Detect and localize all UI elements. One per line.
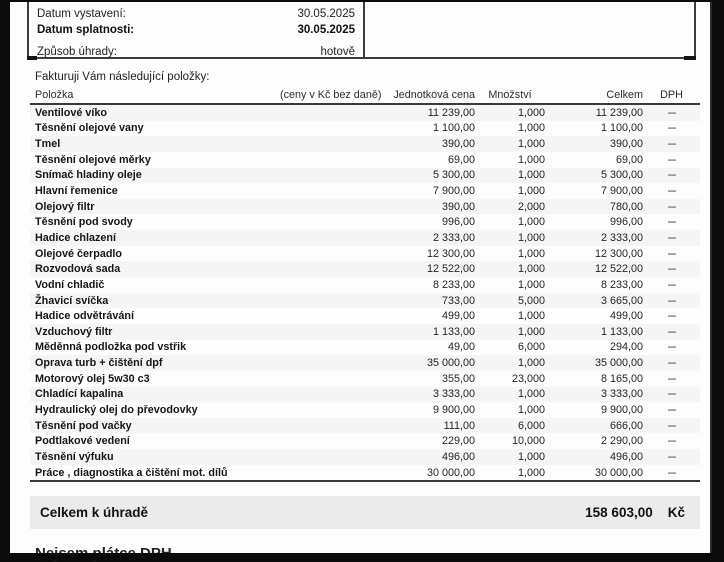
item-unit-price: 499,00 [441,310,475,323]
table-row [30,449,700,465]
item-unit-price: 35 000,00 [426,357,475,370]
item-unit-price: 229,00 [441,435,475,448]
header-vat: DPH [660,88,683,101]
item-total: 69,00 [615,153,643,166]
item-quantity: 1,000 [517,263,545,276]
item-name: Těsnění pod svody [35,216,133,229]
item-vat: --- [667,450,676,463]
item-vat: --- [667,200,676,213]
item-vat: --- [667,403,676,416]
table-row [30,387,700,403]
item-total: 12 300,00 [594,247,643,260]
table-row [30,121,700,137]
item-total: 12 522,00 [594,263,643,276]
meta-box-corner-tick-right [684,56,696,60]
item-unit-price: 496,00 [441,450,475,463]
item-vat: --- [667,216,676,229]
table-row [30,308,700,324]
item-quantity: 23,000 [511,372,545,385]
payment-method-value: hotově [320,46,355,58]
table-row [30,183,700,199]
item-unit-price: 390,00 [441,138,475,151]
item-vat: --- [667,372,676,385]
table-row [30,199,700,215]
item-quantity: 6,000 [517,419,545,432]
item-unit-price: 3 333,00 [432,388,475,401]
frame-left-bar [0,0,10,560]
item-unit-price: 7 900,00 [432,185,475,198]
item-unit-price: 30 000,00 [426,466,475,479]
item-total: 666,00 [609,419,643,432]
item-total: 30 000,00 [594,466,643,479]
item-unit-price: 11 239,00 [427,106,475,119]
header-price-note: (ceny v Kč bez daně) [280,88,382,101]
item-total: 294,00 [609,341,643,354]
item-total: 496,00 [609,450,643,463]
table-row [30,136,700,152]
table-row [30,168,700,184]
table-row [30,465,700,481]
frame-right-bar [710,0,724,560]
item-total: 2 333,00 [600,231,643,244]
item-name: Vzduchový filtr [35,325,113,338]
item-name: Žhavicí svíčka [35,294,109,307]
table-row [30,105,700,121]
item-total: 996,00 [609,216,643,229]
item-quantity: 1,000 [517,106,545,119]
item-quantity: 2,000 [517,200,545,213]
table-row [30,230,700,246]
due-date-value: 30.05.2025 [297,24,355,36]
table-row [30,152,700,168]
header-quantity: Množství [488,88,532,101]
frame-bottom-bar [0,553,724,560]
item-vat: --- [667,466,676,479]
item-unit-price: 1 133,00 [432,325,475,338]
item-name: Chladící kapalina [35,388,124,401]
item-vat: --- [667,357,676,370]
item-total: 11 239,00 [595,106,643,119]
item-unit-price: 49,00 [447,341,475,354]
header-unit-price: Jednotková cena [393,88,475,101]
item-vat: --- [667,153,676,166]
item-name: Olejové čerpadlo [35,247,123,260]
meta-box-divider [363,0,365,57]
item-quantity: 1,000 [517,247,545,260]
item-vat: --- [667,231,676,244]
payment-method-row [37,45,355,59]
item-vat: --- [667,310,676,323]
item-quantity: 1,000 [517,357,545,370]
item-vat: --- [667,169,676,182]
item-vat: --- [667,247,676,260]
item-quantity: 1,000 [517,169,545,182]
item-total: 1 100,00 [600,122,643,135]
items-table-header [30,86,700,105]
item-quantity: 1,000 [517,153,545,166]
item-total: 5 300,00 [600,169,643,182]
item-name: Hlavní řemenice [35,185,118,198]
item-name: Těsnění pod vačky [35,419,132,432]
item-name: Oprava turb + čištění dpf [35,357,163,370]
item-name: Hydraulický olej do převodovky [35,403,198,416]
item-quantity: 6,000 [517,341,545,354]
item-total: 8 233,00 [600,278,643,291]
table-row [30,340,700,356]
item-vat: --- [667,138,676,151]
item-name: Olejový filtr [35,200,95,213]
item-quantity: 5,000 [517,294,545,307]
item-unit-price: 355,00 [441,372,475,385]
issue-date-value: 30.05.2025 [297,8,355,20]
item-unit-price: 12 522,00 [426,263,475,276]
item-quantity: 1,000 [517,122,545,135]
item-quantity: 1,000 [517,388,545,401]
item-vat: --- [667,435,676,448]
item-name: Těsnění výfuku [35,450,114,463]
total-amount-group [585,505,685,520]
item-quantity: 1,000 [517,310,545,323]
item-quantity: 1,000 [517,138,545,151]
item-total: 3 665,00 [600,294,643,307]
item-name: Podtlakové vedení [35,435,130,448]
item-unit-price: 12 300,00 [426,247,475,260]
table-row [30,246,700,262]
item-vat: --- [667,122,676,135]
meta-box-corner-tick-left [27,56,37,60]
table-row [30,324,700,340]
items-table [30,86,700,482]
item-unit-price: 733,00 [441,294,475,307]
items-table-body [30,105,700,482]
item-unit-price: 9 900,00 [432,403,475,416]
item-quantity: 1,000 [517,231,545,244]
item-name: Tmel [35,138,61,151]
item-vat: --- [667,294,676,307]
item-unit-price: 390,00 [441,200,475,213]
total-due-label: Celkem k úhradě [40,505,149,520]
item-name: Motorový olej 5w30 c3 [35,372,150,385]
total-due-band [30,496,700,529]
item-name: Hadice chlazení [35,231,117,244]
item-vat: --- [667,185,676,198]
item-quantity: 10,000 [511,435,545,448]
item-total: 2 290,00 [600,435,643,448]
item-total: 7 900,00 [600,185,643,198]
item-quantity: 1,000 [517,278,545,291]
due-date-row [37,23,355,37]
table-row [30,371,700,387]
item-total: 390,00 [609,138,643,151]
item-total: 9 900,00 [600,403,643,416]
item-quantity: 1,000 [517,216,545,229]
item-quantity: 1,000 [517,403,545,416]
item-name: Těsnění olejové měrky [35,153,151,166]
item-unit-price: 5 300,00 [432,169,475,182]
table-row [30,418,700,434]
item-vat: --- [667,278,676,291]
table-row [30,433,700,449]
payment-method-label: Způsob úhrady: [37,46,117,58]
item-name: Hadice odvětrávání [35,310,135,323]
item-vat: --- [667,419,676,432]
item-vat: --- [667,263,676,276]
frame-top-bar [0,0,724,2]
item-total: 1 133,00 [600,325,643,338]
issue-date-row [37,7,355,21]
frame-right-inner-line [710,0,712,553]
due-date-label: Datum splatnosti: [37,24,135,36]
item-vat: --- [667,341,676,354]
table-row [30,293,700,309]
item-name: Práce , diagnostika a čištění mot. dílů [35,466,228,479]
header-item: Položka [35,88,74,101]
invoice-intro-text: Fakturuji Vám následující položky: [35,71,210,83]
item-quantity: 1,000 [517,466,545,479]
invoice-page [10,2,710,553]
total-due-amount: 158 603,00 [585,505,653,520]
item-total: 780,00 [609,200,643,213]
table-row [30,402,700,418]
item-name: Rozvodová sada [35,263,121,276]
item-unit-price: 8 233,00 [432,278,475,291]
item-vat: --- [667,106,676,119]
item-name: Ventilové víko [35,106,108,119]
item-total: 35 000,00 [594,357,643,370]
item-unit-price: 69,00 [447,153,475,166]
item-quantity: 1,000 [517,450,545,463]
table-row [30,277,700,293]
total-due-currency: Kč [667,505,685,520]
item-total: 3 333,00 [600,388,643,401]
item-quantity: 1,000 [517,185,545,198]
item-unit-price: 1 100,00 [432,122,475,135]
invoice-meta-box [27,0,696,59]
item-unit-price: 111,00 [443,419,475,432]
item-total: 8 165,00 [600,372,643,385]
item-vat: --- [667,388,676,401]
issue-date-label: Datum vystavení: [37,8,126,20]
item-vat: --- [667,325,676,338]
table-row [30,355,700,371]
header-total: Celkem [606,88,643,101]
item-total: 499,00 [609,310,643,323]
item-unit-price: 2 333,00 [432,231,475,244]
item-unit-price: 996,00 [441,216,475,229]
item-name: Vodní chladič [35,278,105,291]
item-name: Měděnná podložka pod vstřik [35,341,187,354]
table-row [30,261,700,277]
item-name: Snímač hladiny oleje [35,169,142,182]
item-quantity: 1,000 [517,325,545,338]
table-row [30,214,700,230]
item-name: Těsnění olejové vany [35,122,144,135]
